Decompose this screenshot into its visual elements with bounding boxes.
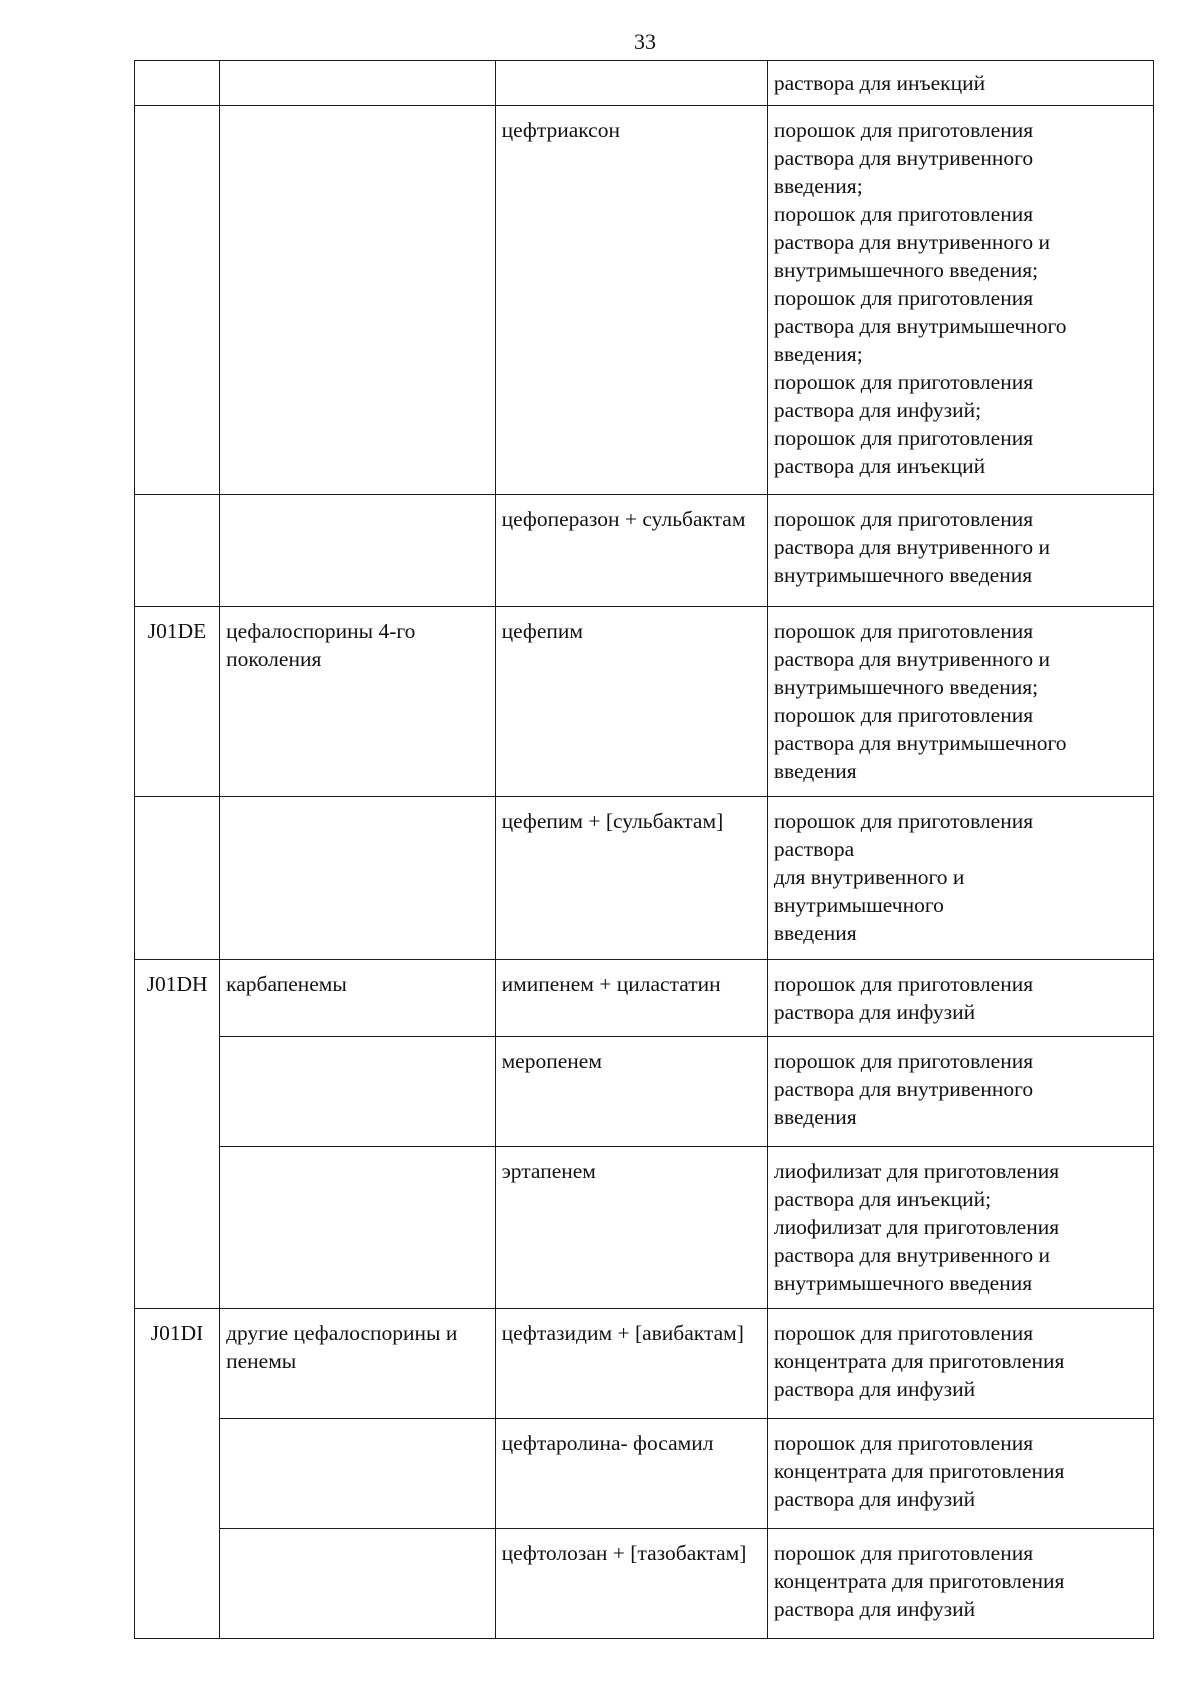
- atc-code-cell: [135, 61, 220, 106]
- dosage-form-cell: [767, 1037, 1153, 1147]
- dosage-form-line: лиофилизат для приготовления: [773, 1159, 1060, 1183]
- table-row: [135, 61, 1154, 106]
- dosage-form-line: лиофилизат для приготовления: [773, 1215, 1060, 1239]
- atc-code-cell: [135, 797, 220, 960]
- dosage-form-cell: [767, 61, 1153, 106]
- drug-name-cell: эртапенем: [495, 1147, 767, 1309]
- drug-name-cell: цефтаролина- фосамил: [495, 1419, 767, 1529]
- table-row: [135, 1037, 1154, 1147]
- dosage-form-line: порошок для приготовления: [773, 202, 1034, 226]
- dosage-form-line: порошок для приготовления: [773, 118, 1034, 142]
- drug-name-cell: цефтолозан + [тазобактам]: [495, 1529, 767, 1639]
- dosage-form-cell: [767, 1147, 1153, 1309]
- dosage-form-line: раствора для внутривенного: [773, 1077, 1034, 1101]
- atc-code-cell: J01DE: [135, 607, 220, 797]
- dosage-form-line: раствора для инъекций: [773, 454, 986, 478]
- dosage-form-line: порошок для приготовления: [773, 703, 1034, 727]
- atc-code-cell: [135, 495, 220, 607]
- drug-name-cell: меропенем: [495, 1037, 767, 1147]
- dosage-form-line: порошок для приготовления: [773, 1321, 1034, 1345]
- dosage-form-line: раствора для инфузий: [773, 1377, 976, 1401]
- dosage-form-line: для внутривенного и: [773, 865, 965, 889]
- drug-name-cell: [495, 61, 767, 106]
- dosage-form-line: раствора для внутримышечного: [773, 731, 1067, 755]
- dosage-form-line: концентрата для приготовления: [773, 1569, 1065, 1593]
- dosage-form-line: раствора для инфузий: [773, 1597, 976, 1621]
- dosage-form-line: введения;: [773, 342, 863, 366]
- dosage-form-line: введения;: [773, 174, 863, 198]
- dosage-form-line: раствора для инъекций: [773, 71, 986, 95]
- dosage-form-cell: [767, 1419, 1153, 1529]
- dosage-form-line: порошок для приготовления: [773, 370, 1034, 394]
- dosage-form-line: внутримышечного введения;: [773, 258, 1039, 282]
- dosage-form-line: порошок для приготовления: [773, 426, 1034, 450]
- page-number: 33: [634, 29, 656, 54]
- dosage-form-line: раствора для внутривенного и: [773, 535, 1051, 559]
- table-row: [135, 960, 1154, 1037]
- dosage-form-line: раствора для инфузий: [773, 1487, 976, 1511]
- group-cell: [220, 1419, 495, 1529]
- dosage-form-cell: [767, 797, 1153, 960]
- dosage-form-cell: [767, 1309, 1153, 1419]
- dosage-form-line: раствора для внутривенного: [773, 146, 1034, 170]
- drug-name-cell: цефепим + [сульбактам]: [495, 797, 767, 960]
- group-cell: [220, 797, 495, 960]
- dosage-form-line: введения: [773, 1105, 857, 1129]
- table-row: [135, 106, 1154, 495]
- group-cell: [220, 495, 495, 607]
- dosage-form-line: раствора для инфузий;: [773, 398, 982, 422]
- table-row: [135, 1529, 1154, 1639]
- dosage-form-cell: [767, 106, 1153, 495]
- dosage-form-line: порошок для приготовления: [773, 507, 1034, 531]
- drug-name-cell: цефепим: [495, 607, 767, 797]
- drug-name-cell: цефтриаксон: [495, 106, 767, 495]
- dosage-form-line: порошок для приготовления: [773, 286, 1034, 310]
- drug-name-cell: имипенем + циластатин: [495, 960, 767, 1037]
- drug-name-cell: цефтазидим + [авибактам]: [495, 1309, 767, 1419]
- group-cell: другие цефалоспорины и пенемы: [220, 1309, 495, 1419]
- dosage-form-line: порошок для приготовления: [773, 1541, 1034, 1565]
- group-cell: [220, 1529, 495, 1639]
- dosage-form-line: внутримышечного введения: [773, 563, 1033, 587]
- group-cell: [220, 1147, 495, 1309]
- dosage-form-line: внутримышечного введения: [773, 1271, 1033, 1295]
- group-cell: [220, 1037, 495, 1147]
- dosage-form-line: введения: [773, 921, 857, 945]
- dosage-form-line: раствора: [773, 837, 855, 861]
- dosage-form-line: раствора для внутривенного и: [773, 1243, 1051, 1267]
- group-cell: [220, 106, 495, 495]
- dosage-form-line: раствора для инъекций;: [773, 1187, 992, 1211]
- dosage-form-line: порошок для приготовления: [773, 972, 1034, 996]
- dosage-form-line: порошок для приготовления: [773, 1049, 1034, 1073]
- atc-code-cell: J01DH: [135, 960, 220, 1309]
- group-cell: карбапенемы: [220, 960, 495, 1037]
- dosage-form-line: порошок для приготовления: [773, 809, 1034, 833]
- table-row: [135, 797, 1154, 960]
- dosage-form-line: раствора для внутривенного и: [773, 647, 1051, 671]
- atc-code-cell: J01DI: [135, 1309, 220, 1639]
- dosage-form-line: порошок для приготовления: [773, 619, 1034, 643]
- dosage-form-line: раствора для внутривенного и: [773, 230, 1051, 254]
- group-cell: цефалоспорины 4-го поколения: [220, 607, 495, 797]
- dosage-form-line: введения: [773, 759, 857, 783]
- dosage-form-line: раствора для внутримышечного: [773, 314, 1067, 338]
- group-cell: [220, 61, 495, 106]
- dosage-form-line: концентрата для приготовления: [773, 1349, 1065, 1373]
- dosage-form-line: порошок для приготовления: [773, 1431, 1034, 1455]
- atc-code-cell: [135, 106, 220, 495]
- dosage-form-cell: [767, 1529, 1153, 1639]
- table-row: [135, 495, 1154, 607]
- table-row: [135, 607, 1154, 797]
- dosage-form-cell: [767, 960, 1153, 1037]
- table-row: [135, 1309, 1154, 1419]
- dosage-form-line: внутримышечного: [773, 893, 944, 917]
- dosage-form-line: концентрата для приготовления: [773, 1459, 1065, 1483]
- dosage-form-line: внутримышечного введения;: [773, 675, 1039, 699]
- table-row: [135, 1419, 1154, 1529]
- dosage-form-cell: [767, 495, 1153, 607]
- table-row: [135, 1147, 1154, 1309]
- medicines-table: [134, 60, 1154, 1639]
- dosage-form-cell: [767, 607, 1153, 797]
- drug-name-cell: цефоперазон + сульбактам: [495, 495, 767, 607]
- dosage-form-line: раствора для инфузий: [773, 1000, 976, 1024]
